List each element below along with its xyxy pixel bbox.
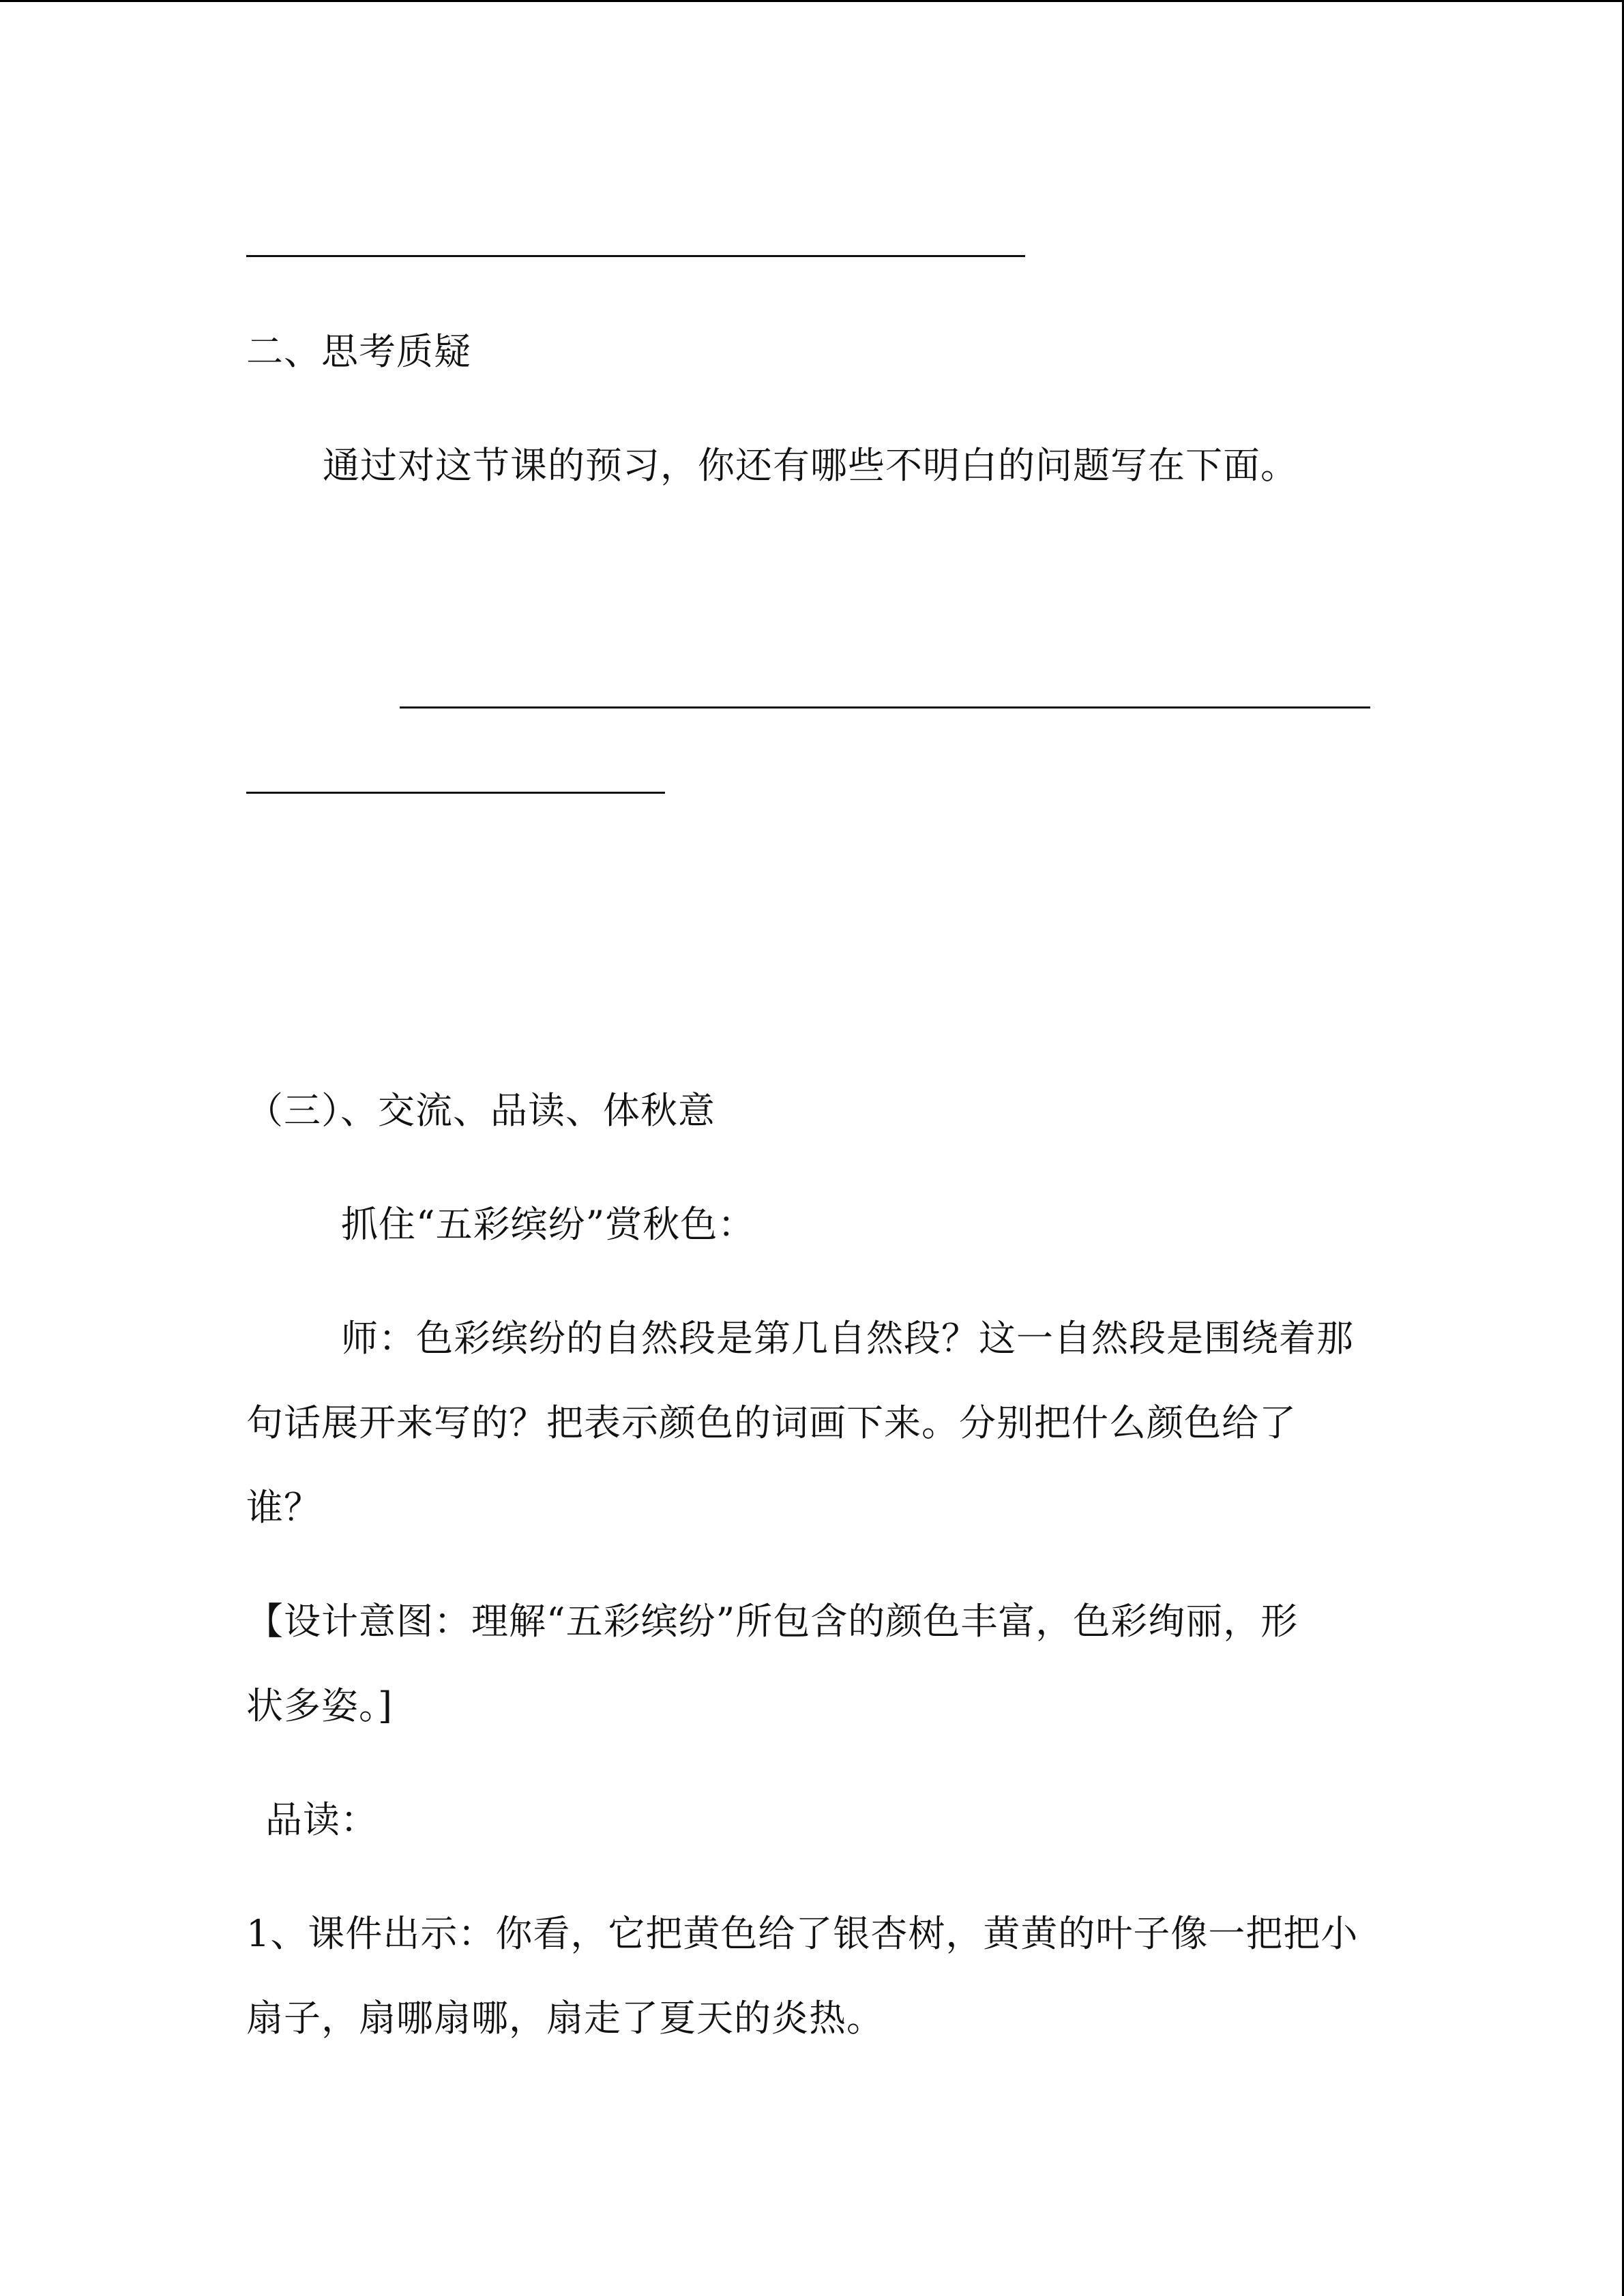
teacher-question-line: 师：色彩缤纷的自然段是第几自然段？这一自然段是围绕着那 [341, 1317, 1354, 1360]
answer-blank-line [400, 706, 1370, 709]
teacher-question-line: 谁？ [246, 1486, 321, 1529]
section-three-subheading: 抓住“五彩缤纷”赏秋色： [341, 1203, 756, 1246]
design-intent-line: 状多姿。] [246, 1684, 394, 1727]
answer-blank-line [246, 792, 665, 794]
section-two-heading: 二、思考质疑 [246, 330, 471, 373]
teacher-question-line: 句话展开来写的？把表示颜色的词画下来。分别把什么颜色给了 [246, 1401, 1297, 1444]
page-border-top [0, 0, 1624, 2]
item-one-line: 扇子，扇哪扇哪，扇走了夏天的炎热。 [246, 1997, 884, 2040]
design-intent-line: 【设计意图：理解“五彩缤纷”所包含的颜色丰富，色彩绚丽，形 [246, 1600, 1299, 1643]
section-three-heading: （三）、交流、品读、体秋意 [246, 1089, 715, 1132]
section-two-instruction: 通过对这节课的预习，你还有哪些不明白的问题写在下面。 [323, 444, 1298, 487]
item-one-line: 1、课件出示：你看，它把黄色给了银杏树，黄黄的叶子像一把把小 [246, 1912, 1359, 1955]
answer-blank-line [246, 255, 1025, 257]
pindu-label: 品读： [265, 1798, 378, 1841]
